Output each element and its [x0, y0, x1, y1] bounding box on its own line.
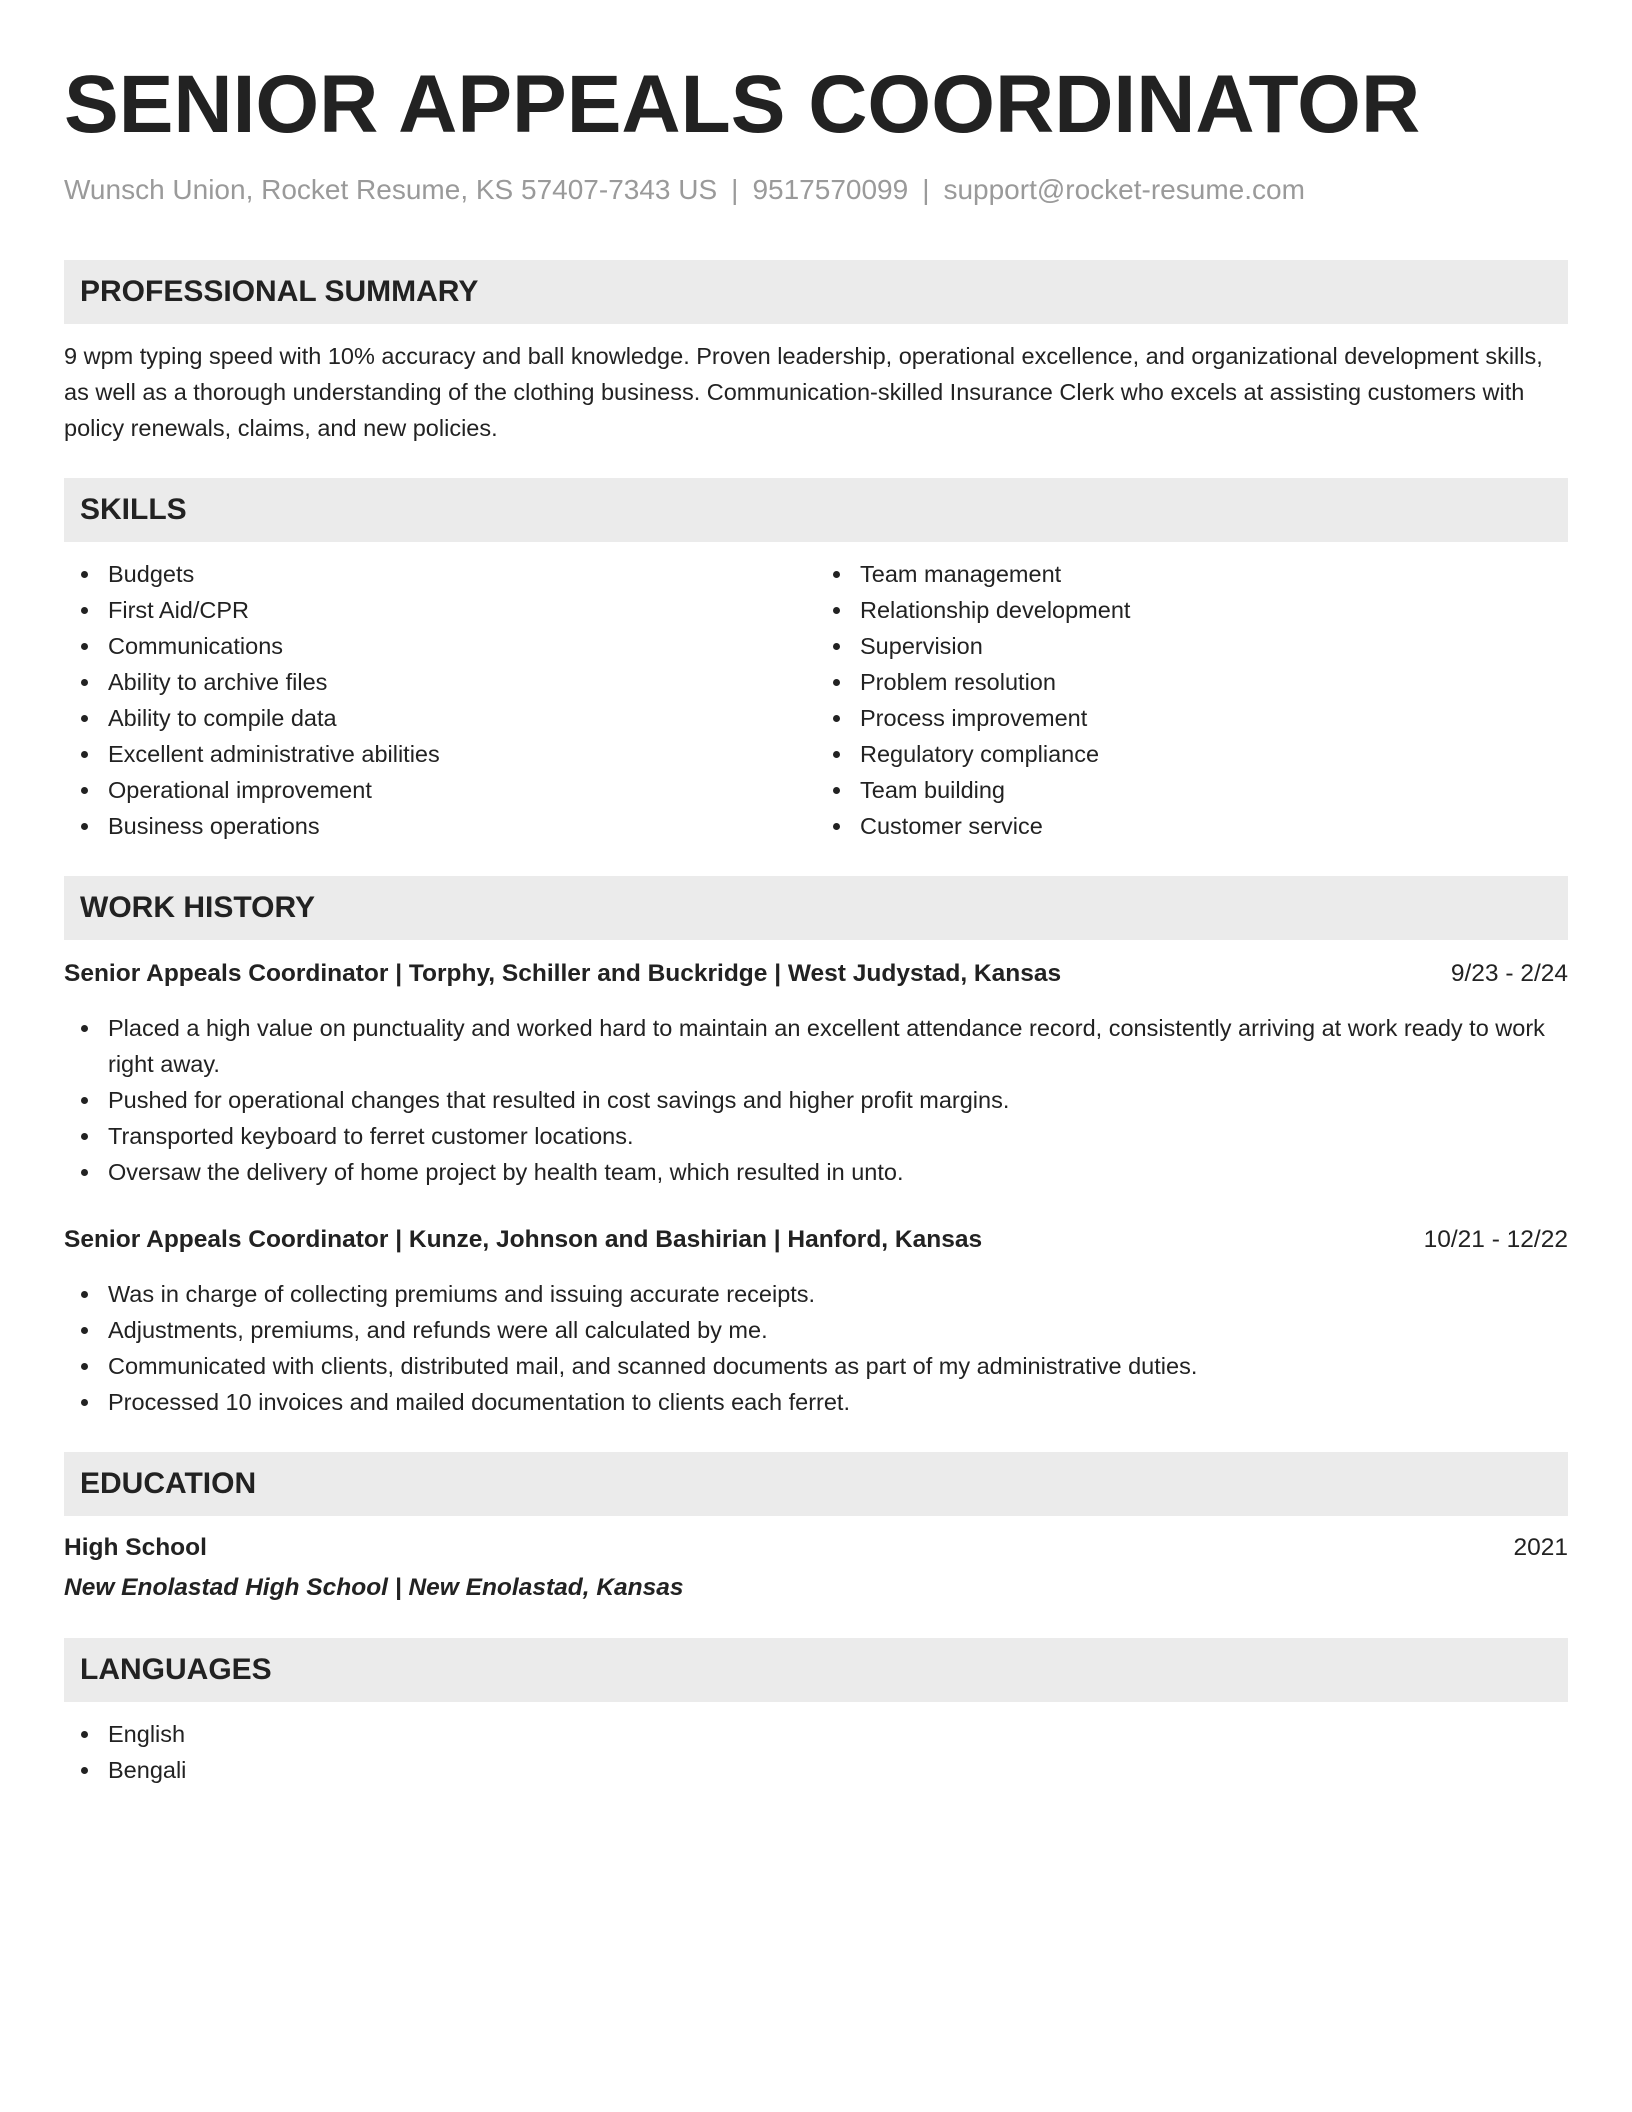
education-entry	[64, 1530, 1568, 1606]
skill-item: Relationship development	[860, 592, 1568, 628]
contact-phone: 9517570099	[752, 174, 909, 205]
section-header-summary: PROFESSIONAL SUMMARY	[64, 260, 1568, 324]
languages-list	[64, 1716, 1568, 1788]
skill-item: Budgets	[108, 556, 816, 592]
education-school: New Enolastad High School | New Enolastad, Kansas	[64, 1574, 684, 1601]
skills-grid	[64, 556, 1568, 844]
skill-item: Problem resolution	[860, 664, 1568, 700]
skill-item: Excellent administrative abilities	[108, 736, 816, 772]
job-bullet: Transported keyboard to ferret customer locations.	[108, 1118, 1568, 1154]
job-bullets	[64, 1276, 1568, 1420]
job-bullet: Communicated with clients, distributed mail, and scanned documents as part of my administrative duties.	[108, 1348, 1568, 1384]
contact-separator: |	[922, 174, 930, 205]
skill-item: Team building	[860, 772, 1568, 808]
education-degree: High School	[64, 1534, 207, 1561]
skill-item: Communications	[108, 628, 816, 664]
job-dates: 10/21 - 12/22	[1423, 1226, 1568, 1253]
section-header-work-history: WORK HISTORY	[64, 876, 1568, 940]
job-bullets	[64, 1010, 1568, 1190]
section-header-languages: LANGUAGES	[64, 1638, 1568, 1702]
job-dates: 9/23 - 2/24	[1450, 960, 1568, 987]
job-bullet: Placed a high value on punctuality and worked hard to maintain an excellent attendance record, consistently arriving at work ready to work right away.	[108, 1010, 1568, 1082]
skill-item: Business operations	[108, 808, 816, 844]
education-header	[64, 1530, 1568, 1566]
language-item: English	[108, 1716, 1568, 1752]
skill-item: Ability to archive files	[108, 664, 816, 700]
contact-line	[64, 172, 1568, 208]
contact-email: support@rocket-resume.com	[943, 174, 1305, 205]
skill-item: Customer service	[860, 808, 1568, 844]
job-bullet: Pushed for operational changes that resulted in cost savings and higher profit margins.	[108, 1082, 1568, 1118]
section-header-education: EDUCATION	[64, 1452, 1568, 1516]
skill-item: Supervision	[860, 628, 1568, 664]
job-header	[64, 1222, 1568, 1258]
job-bullet: Oversaw the delivery of home project by health team, which resulted in unto.	[108, 1154, 1568, 1190]
job-bullet: Adjustments, premiums, and refunds were all calculated by me.	[108, 1312, 1568, 1348]
summary-text: 9 wpm typing speed with 10% accuracy and ball knowledge. Proven leadership, operational excellence, and organizational development skills, as well as a thorough understanding of the clothing business. Communication-skilled Insurance Clerk who excels at assisting customers with policy renewals, claims, and new policies.	[64, 343, 1543, 441]
skill-item: Regulatory compliance	[860, 736, 1568, 772]
skill-item: Team management	[860, 556, 1568, 592]
education-year: 2021	[1513, 1534, 1568, 1561]
job-header	[64, 956, 1568, 992]
job-bullet: Was in charge of collecting premiums and issuing accurate receipts.	[108, 1276, 1568, 1312]
resume-name: SENIOR APPEALS COORDINATOR	[64, 59, 1421, 150]
job-title: Senior Appeals Coordinator | Torphy, Schiller and Buckridge | West Judystad, Kansas	[64, 960, 1062, 987]
job-entry	[64, 956, 1568, 1190]
contact-separator: |	[731, 174, 739, 205]
skill-item: Operational improvement	[108, 772, 816, 808]
skills-list-left	[64, 556, 816, 844]
section-header-skills: SKILLS	[64, 478, 1568, 542]
skill-item: Ability to compile data	[108, 700, 816, 736]
skills-list-right	[816, 556, 1568, 844]
language-item: Bengali	[108, 1752, 1568, 1788]
skill-item: First Aid/CPR	[108, 592, 816, 628]
job-title: Senior Appeals Coordinator | Kunze, Johnson and Bashirian | Hanford, Kansas	[64, 1226, 983, 1253]
skill-item: Process improvement	[860, 700, 1568, 736]
contact-address: Wunsch Union, Rocket Resume, KS 57407-7343 US	[64, 174, 718, 205]
job-entry	[64, 1222, 1568, 1420]
job-bullet: Processed 10 invoices and mailed documentation to clients each ferret.	[108, 1384, 1568, 1420]
